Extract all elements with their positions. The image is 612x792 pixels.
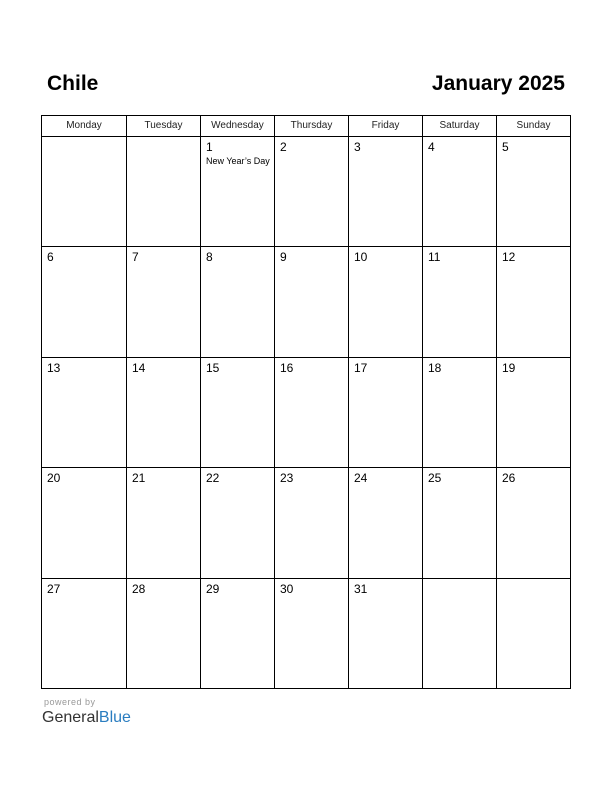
day-number: 21 [132,471,146,485]
brand-text-general: General [42,709,99,726]
day-number: 31 [354,582,368,596]
day-number: 23 [280,471,294,485]
day-cell [127,468,201,579]
day-cell [42,468,127,579]
day-number: 22 [206,471,220,485]
weekday-header: Saturday [423,116,497,137]
day-cell [201,137,275,247]
day-number: 16 [280,361,294,375]
day-number: 4 [428,140,435,154]
powered-by-label: powered by [44,697,96,707]
month-year-title: January 2025 [431,72,565,95]
day-number: 14 [132,361,146,375]
day-cell [42,247,127,358]
day-number: 20 [47,471,61,485]
day-cell [423,247,497,358]
day-cell [497,468,570,579]
day-cell [42,137,127,247]
day-number: 5 [502,140,509,154]
day-number: 3 [354,140,361,154]
day-number: 11 [428,250,441,264]
country-title: Chile [47,72,99,95]
day-number: 9 [280,250,287,264]
day-cell [127,137,201,247]
day-cell [423,468,497,579]
weekday-header: Wednesday [201,116,275,137]
day-number: 19 [502,361,516,375]
day-cell [42,358,127,468]
day-cell [497,358,570,468]
day-cell [275,579,349,688]
day-number: 12 [502,250,516,264]
weekday-header: Thursday [275,116,349,137]
day-cell [127,579,201,688]
day-cell [423,579,497,688]
day-cell [275,137,349,247]
day-number: 7 [132,250,139,264]
day-cell [201,468,275,579]
day-number: 15 [206,361,220,375]
day-number: 1 [206,140,213,154]
day-number: 13 [47,361,61,375]
day-cell [349,137,423,247]
day-cell [201,579,275,688]
day-cell [497,247,570,358]
day-cell [127,247,201,358]
generalblue-logo [42,708,131,728]
day-cell [423,137,497,247]
calendar-grid [41,115,571,689]
day-cell [497,137,570,247]
day-number: 26 [502,471,516,485]
day-number: 10 [354,250,368,264]
day-number: 24 [354,471,368,485]
day-number: 8 [206,250,213,264]
day-number: 6 [47,250,54,264]
day-cell [42,579,127,688]
weekday-header: Tuesday [127,116,201,137]
brand-text-blue: Blue [98,709,131,726]
day-number: 18 [428,361,442,375]
day-cell [127,358,201,468]
day-cell [349,358,423,468]
day-number: 27 [47,582,61,596]
day-number: 30 [280,582,294,596]
day-cell [201,358,275,468]
day-cell [349,247,423,358]
day-number: 29 [206,582,220,596]
day-cell [275,247,349,358]
holiday-label: New Year’s Day [206,156,270,166]
day-number: 2 [280,140,287,154]
weekday-header: Monday [42,116,127,137]
day-cell [349,579,423,688]
day-cell [275,358,349,468]
weekday-header: Friday [349,116,423,137]
weekday-header: Sunday [497,116,570,137]
day-cell [201,247,275,358]
day-cell [275,468,349,579]
day-number: 17 [354,361,368,375]
day-number: 28 [132,582,146,596]
day-cell [497,579,570,688]
day-cell [423,358,497,468]
day-number: 25 [428,471,442,485]
day-cell [349,468,423,579]
